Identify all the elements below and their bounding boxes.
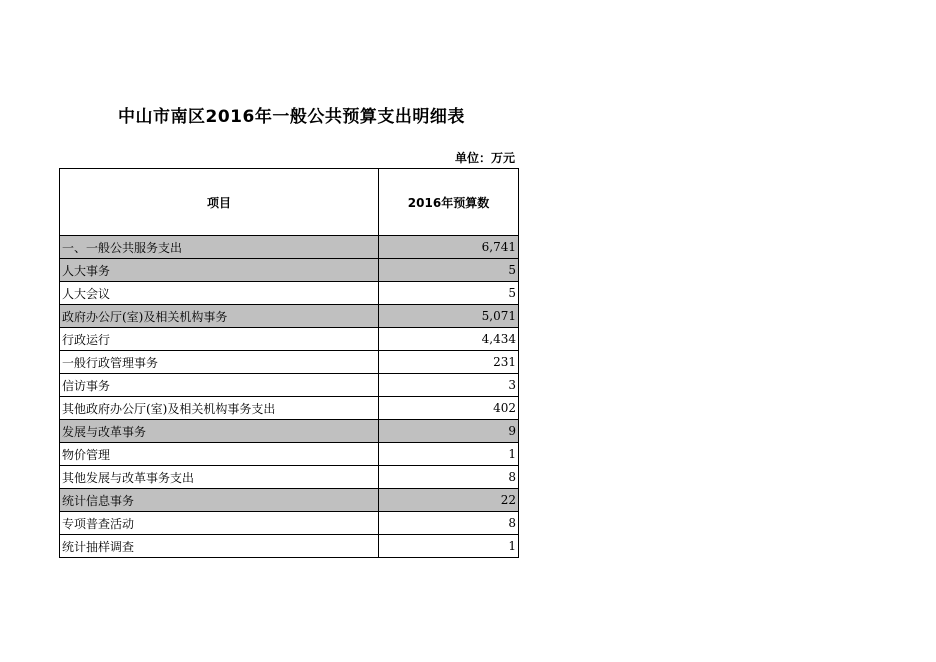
row-amount: 6,741 xyxy=(379,236,519,259)
table-row xyxy=(60,374,519,397)
table-row xyxy=(60,282,519,305)
row-amount: 5 xyxy=(379,282,519,305)
table-row xyxy=(60,466,519,489)
row-item-name: 其他政府办公厅(室)及相关机构事务支出 xyxy=(60,397,379,420)
table-row xyxy=(60,351,519,374)
page-title: 中山市南区2016年一般公共预算支出明细表 xyxy=(118,107,465,127)
row-item-name: 一般行政管理事务 xyxy=(60,351,379,374)
column-header-amount: 2016年预算数 xyxy=(379,169,519,236)
row-amount: 3 xyxy=(379,374,519,397)
table-row xyxy=(60,397,519,420)
table-row xyxy=(60,443,519,466)
table-row xyxy=(60,236,519,259)
row-amount: 4,434 xyxy=(379,328,519,351)
row-item-name: 人大事务 xyxy=(60,259,379,282)
table-row xyxy=(60,328,519,351)
row-amount: 5 xyxy=(379,259,519,282)
row-item-name: 信访事务 xyxy=(60,374,379,397)
row-item-name: 发展与改革事务 xyxy=(60,420,379,443)
row-amount: 1 xyxy=(379,443,519,466)
row-amount: 231 xyxy=(379,351,519,374)
column-header-item: 项目 xyxy=(60,169,379,236)
row-item-name: 行政运行 xyxy=(60,328,379,351)
table-row xyxy=(60,535,519,558)
unit-label: 单位：万元 xyxy=(454,151,515,165)
table-body xyxy=(60,236,519,558)
table-header-row xyxy=(60,169,519,236)
row-item-name: 一、一般公共服务支出 xyxy=(60,236,379,259)
table-row xyxy=(60,420,519,443)
budget-table xyxy=(59,168,519,558)
row-amount: 8 xyxy=(379,512,519,535)
row-item-name: 统计抽样调查 xyxy=(60,535,379,558)
table-row xyxy=(60,512,519,535)
row-amount: 22 xyxy=(379,489,519,512)
table-row xyxy=(60,305,519,328)
table-row xyxy=(60,259,519,282)
row-amount: 1 xyxy=(379,535,519,558)
row-item-name: 统计信息事务 xyxy=(60,489,379,512)
row-item-name: 人大会议 xyxy=(60,282,379,305)
row-amount: 402 xyxy=(379,397,519,420)
row-item-name: 其他发展与改革事务支出 xyxy=(60,466,379,489)
row-amount: 5,071 xyxy=(379,305,519,328)
row-item-name: 政府办公厅(室)及相关机构事务 xyxy=(60,305,379,328)
table-row xyxy=(60,489,519,512)
row-amount: 9 xyxy=(379,420,519,443)
row-item-name: 物价管理 xyxy=(60,443,379,466)
row-amount: 8 xyxy=(379,466,519,489)
row-item-name: 专项普查活动 xyxy=(60,512,379,535)
